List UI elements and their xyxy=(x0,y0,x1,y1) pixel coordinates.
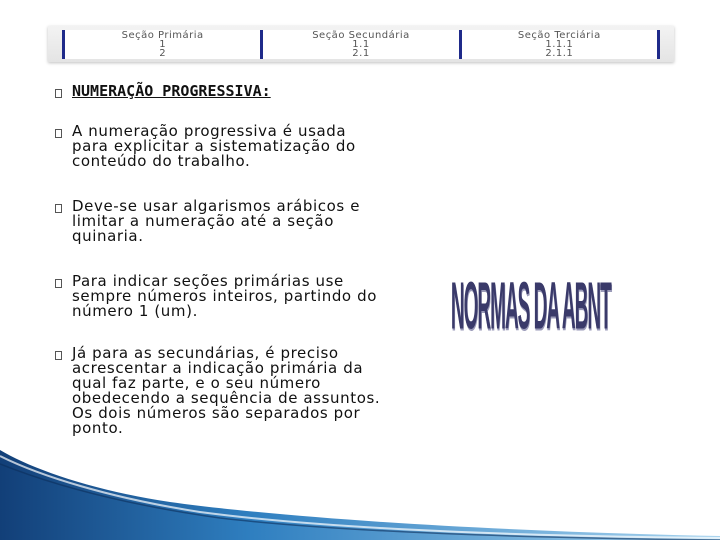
list-item-heading xyxy=(52,84,271,99)
table-cell: 2.1 xyxy=(352,48,370,59)
column-header: Seção Terciária xyxy=(517,30,601,41)
list-item-text: Já para as secundárias, é preciso acrescentar a indicação primária da qual faz parte, e o seu número obedecendo a sequência de assuntos. Os dois números são separados por ponto. xyxy=(72,344,381,437)
table-column-tertiary xyxy=(459,30,660,59)
table-cell: 1.1.1 xyxy=(545,39,574,50)
table-cell: 1 xyxy=(159,39,167,50)
column-header: Seção Secundária xyxy=(312,30,410,41)
list-item xyxy=(52,274,382,319)
square-bullet-icon xyxy=(55,204,62,213)
square-bullet-icon xyxy=(55,351,62,360)
table-cell: 1.1 xyxy=(352,39,370,50)
list-item xyxy=(52,124,382,169)
section-heading: NUMERAÇÃO PROGRESSIVA: xyxy=(72,82,271,100)
table-column-secondary xyxy=(260,30,458,59)
table-column-primary xyxy=(62,30,260,59)
list-item xyxy=(52,346,382,436)
table-cell: 2 xyxy=(159,48,167,59)
square-bullet-icon xyxy=(55,89,62,98)
list-item-text: Deve-se usar algarismos arábicos e limitar a numeração até a seção quinaria. xyxy=(72,197,361,245)
square-bullet-icon xyxy=(55,279,62,288)
decorative-swoosh xyxy=(0,450,720,540)
abnt-logo xyxy=(451,262,611,354)
list-item-text: A numeração progressiva é usada para explicitar a sistematização do conteúdo do trabalho. xyxy=(72,122,356,170)
list-item xyxy=(52,199,382,244)
square-bullet-icon xyxy=(55,129,62,138)
logo-text: NORMAS DA ABNT xyxy=(451,270,611,344)
table-cell: 2.1.1 xyxy=(545,48,574,59)
column-header: Seção Primária xyxy=(121,30,204,41)
list-item-text: Para indicar seções primárias use sempre números inteiros, partindo do número 1 (um). xyxy=(72,272,377,320)
numbering-table-image xyxy=(48,26,674,62)
